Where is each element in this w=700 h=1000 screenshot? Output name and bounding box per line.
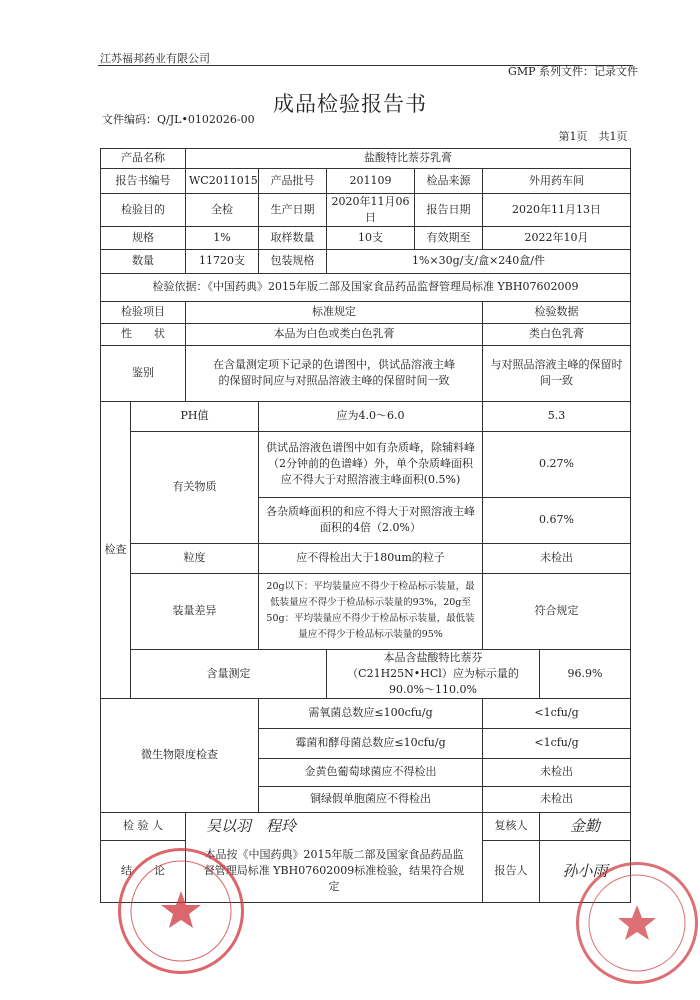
related-result-1: 0.27%: [483, 431, 631, 497]
heading-item: 检验项目: [101, 301, 186, 323]
report-date-label: 报告日期: [415, 193, 483, 226]
product-value: 盐酸特比萘芬乳膏: [186, 148, 631, 168]
report-no-value: WC2011015: [186, 168, 259, 193]
microbial-result-4: 未检出: [483, 786, 631, 812]
expiry-label: 有效期至: [415, 226, 483, 249]
check-label: 检查: [101, 401, 131, 698]
appearance-result: 类白色乳膏: [483, 323, 631, 345]
hospital-seal: [576, 862, 698, 984]
microbial-result-3: 未检出: [483, 758, 631, 786]
microbial-label: 微生物限度检查: [101, 698, 259, 812]
microbial-standard-2: 霉菌和酵母菌总数应≤10cfu/g: [259, 728, 483, 758]
gmp-label: GMP 系列文件：记录文件: [508, 65, 638, 78]
microbial-standard-1: 需氧菌总数应≤100cfu/g: [259, 698, 483, 728]
quantity-value: 11720支: [186, 249, 259, 273]
related-substances-label: 有关物质: [131, 431, 259, 543]
prod-date-value: 2020年11月06日: [327, 193, 415, 226]
inspector-signature: 吴以羽 程玲: [186, 812, 483, 840]
reviewer-signature: 金勤: [540, 812, 631, 840]
company-name: 江苏福邦药业有限公司: [100, 52, 210, 65]
microbial-standard-4: 铜绿假单胞菌应不得检出: [259, 786, 483, 812]
appearance-label: 性 状: [101, 323, 186, 345]
related-result-2: 0.67%: [483, 497, 631, 543]
seal-star-icon: [121, 851, 241, 971]
batch-value: 201109: [327, 168, 415, 193]
doc-number: 文件编码：Q/JL•0102026-00: [102, 113, 255, 126]
report-date-value: 2020年11月13日: [483, 193, 631, 226]
particle-standard: 应不得检出大于180um的粒子: [259, 543, 483, 573]
fill-variation-label: 装量差异: [131, 573, 259, 649]
reporter-label: 报告人: [483, 840, 540, 902]
related-standard-2: 各杂质峰面积的和应不得大于对照溶液主峰面积的4倍（2.0%）: [259, 497, 483, 543]
company-seal: [118, 848, 244, 974]
purpose-label: 检验目的: [101, 193, 186, 226]
microbial-result-1: <1cfu/g: [483, 698, 631, 728]
report-table: [100, 126, 631, 903]
package-value: 1%×30g/支/盒×240盒/件: [327, 249, 631, 273]
spec-label: 规格: [101, 226, 186, 249]
ph-result: 5.3: [483, 401, 631, 431]
reviewer-label: 复核人: [483, 812, 540, 840]
appearance-standard: 本品为白色或类白色乳膏: [186, 323, 483, 345]
particle-label: 粒度: [131, 543, 259, 573]
package-label: 包装规格: [259, 249, 327, 273]
ph-standard: 应为4.0～6.0: [259, 401, 483, 431]
spec-value: 1%: [186, 226, 259, 249]
identification-standard: 在含量测定项下记录的色谱图中，供试品溶液主峰的保留时间应与对照品溶液主峰的保留时间一致: [186, 345, 483, 401]
report-no-label: 报告书编号: [101, 168, 186, 193]
source-label: 检品来源: [415, 168, 483, 193]
purpose-value: 全检: [186, 193, 259, 226]
related-standard-1: 供试品溶液色谱图中如有杂质峰，除辅料峰（2分钟前的色谱峰）外，单个杂质峰面积应不得大于对照溶液主峰面积(0.5%): [259, 431, 483, 497]
page-info: 第1页 共1页: [558, 129, 628, 143]
heading-standard: 标准规定: [186, 301, 483, 323]
assay-result: 96.9%: [540, 649, 631, 698]
microbial-result-2: <1cfu/g: [483, 728, 631, 758]
sample-qty-label: 取样数量: [259, 226, 327, 249]
expiry-value: 2022年10月: [483, 226, 631, 249]
header-divider: [98, 65, 633, 66]
test-basis: 检验依据：《中国药典》2015年版二部及国家食品药品监督管理局标准 YBH07602009: [101, 273, 631, 301]
sample-qty-value: 10支: [327, 226, 415, 249]
batch-label: 产品批号: [259, 168, 327, 193]
page-title: 成品检验报告书: [273, 92, 427, 116]
conclusion-label: 结 论: [101, 840, 186, 902]
identification-label: 鉴别: [101, 345, 186, 401]
seal-star-icon: [579, 865, 695, 981]
assay-standard: 本品含盐酸特比萘芬（C21H25N•HCl）应为标示量的90.0%～110.0%: [327, 649, 540, 698]
ph-label: PH值: [131, 401, 259, 431]
conclusion-text: 本品按《中国药典》2015年版二部及国家食品药品监督管理局标准 YBH07602009标准检验，结果符合规定: [186, 840, 483, 902]
prod-date-label: 生产日期: [259, 193, 327, 226]
heading-result: 检验数据: [483, 301, 631, 323]
identification-result: 与对照品溶液主峰的保留时间一致: [483, 345, 631, 401]
reporter-signature: 孙小雨: [540, 840, 631, 902]
microbial-standard-3: 金黄色葡萄球菌应不得检出: [259, 758, 483, 786]
fill-variation-result: 符合规定: [483, 573, 631, 649]
particle-result: 未检出: [483, 543, 631, 573]
inspector-label: 检 验 人: [101, 812, 186, 840]
assay-label: 含量测定: [131, 649, 327, 698]
quantity-label: 数量: [101, 249, 186, 273]
source-value: 外用药车间: [483, 168, 631, 193]
fill-variation-standard: 20g以下：平均装量应不得少于检品标示装量，最低装量应不得少于检品标示装量的93%，20g至50g：平均装量应不得少于检品标示装量，最低装量应不得少于检品标示装量的95%: [259, 573, 483, 649]
product-label: 产品名称: [101, 148, 186, 168]
